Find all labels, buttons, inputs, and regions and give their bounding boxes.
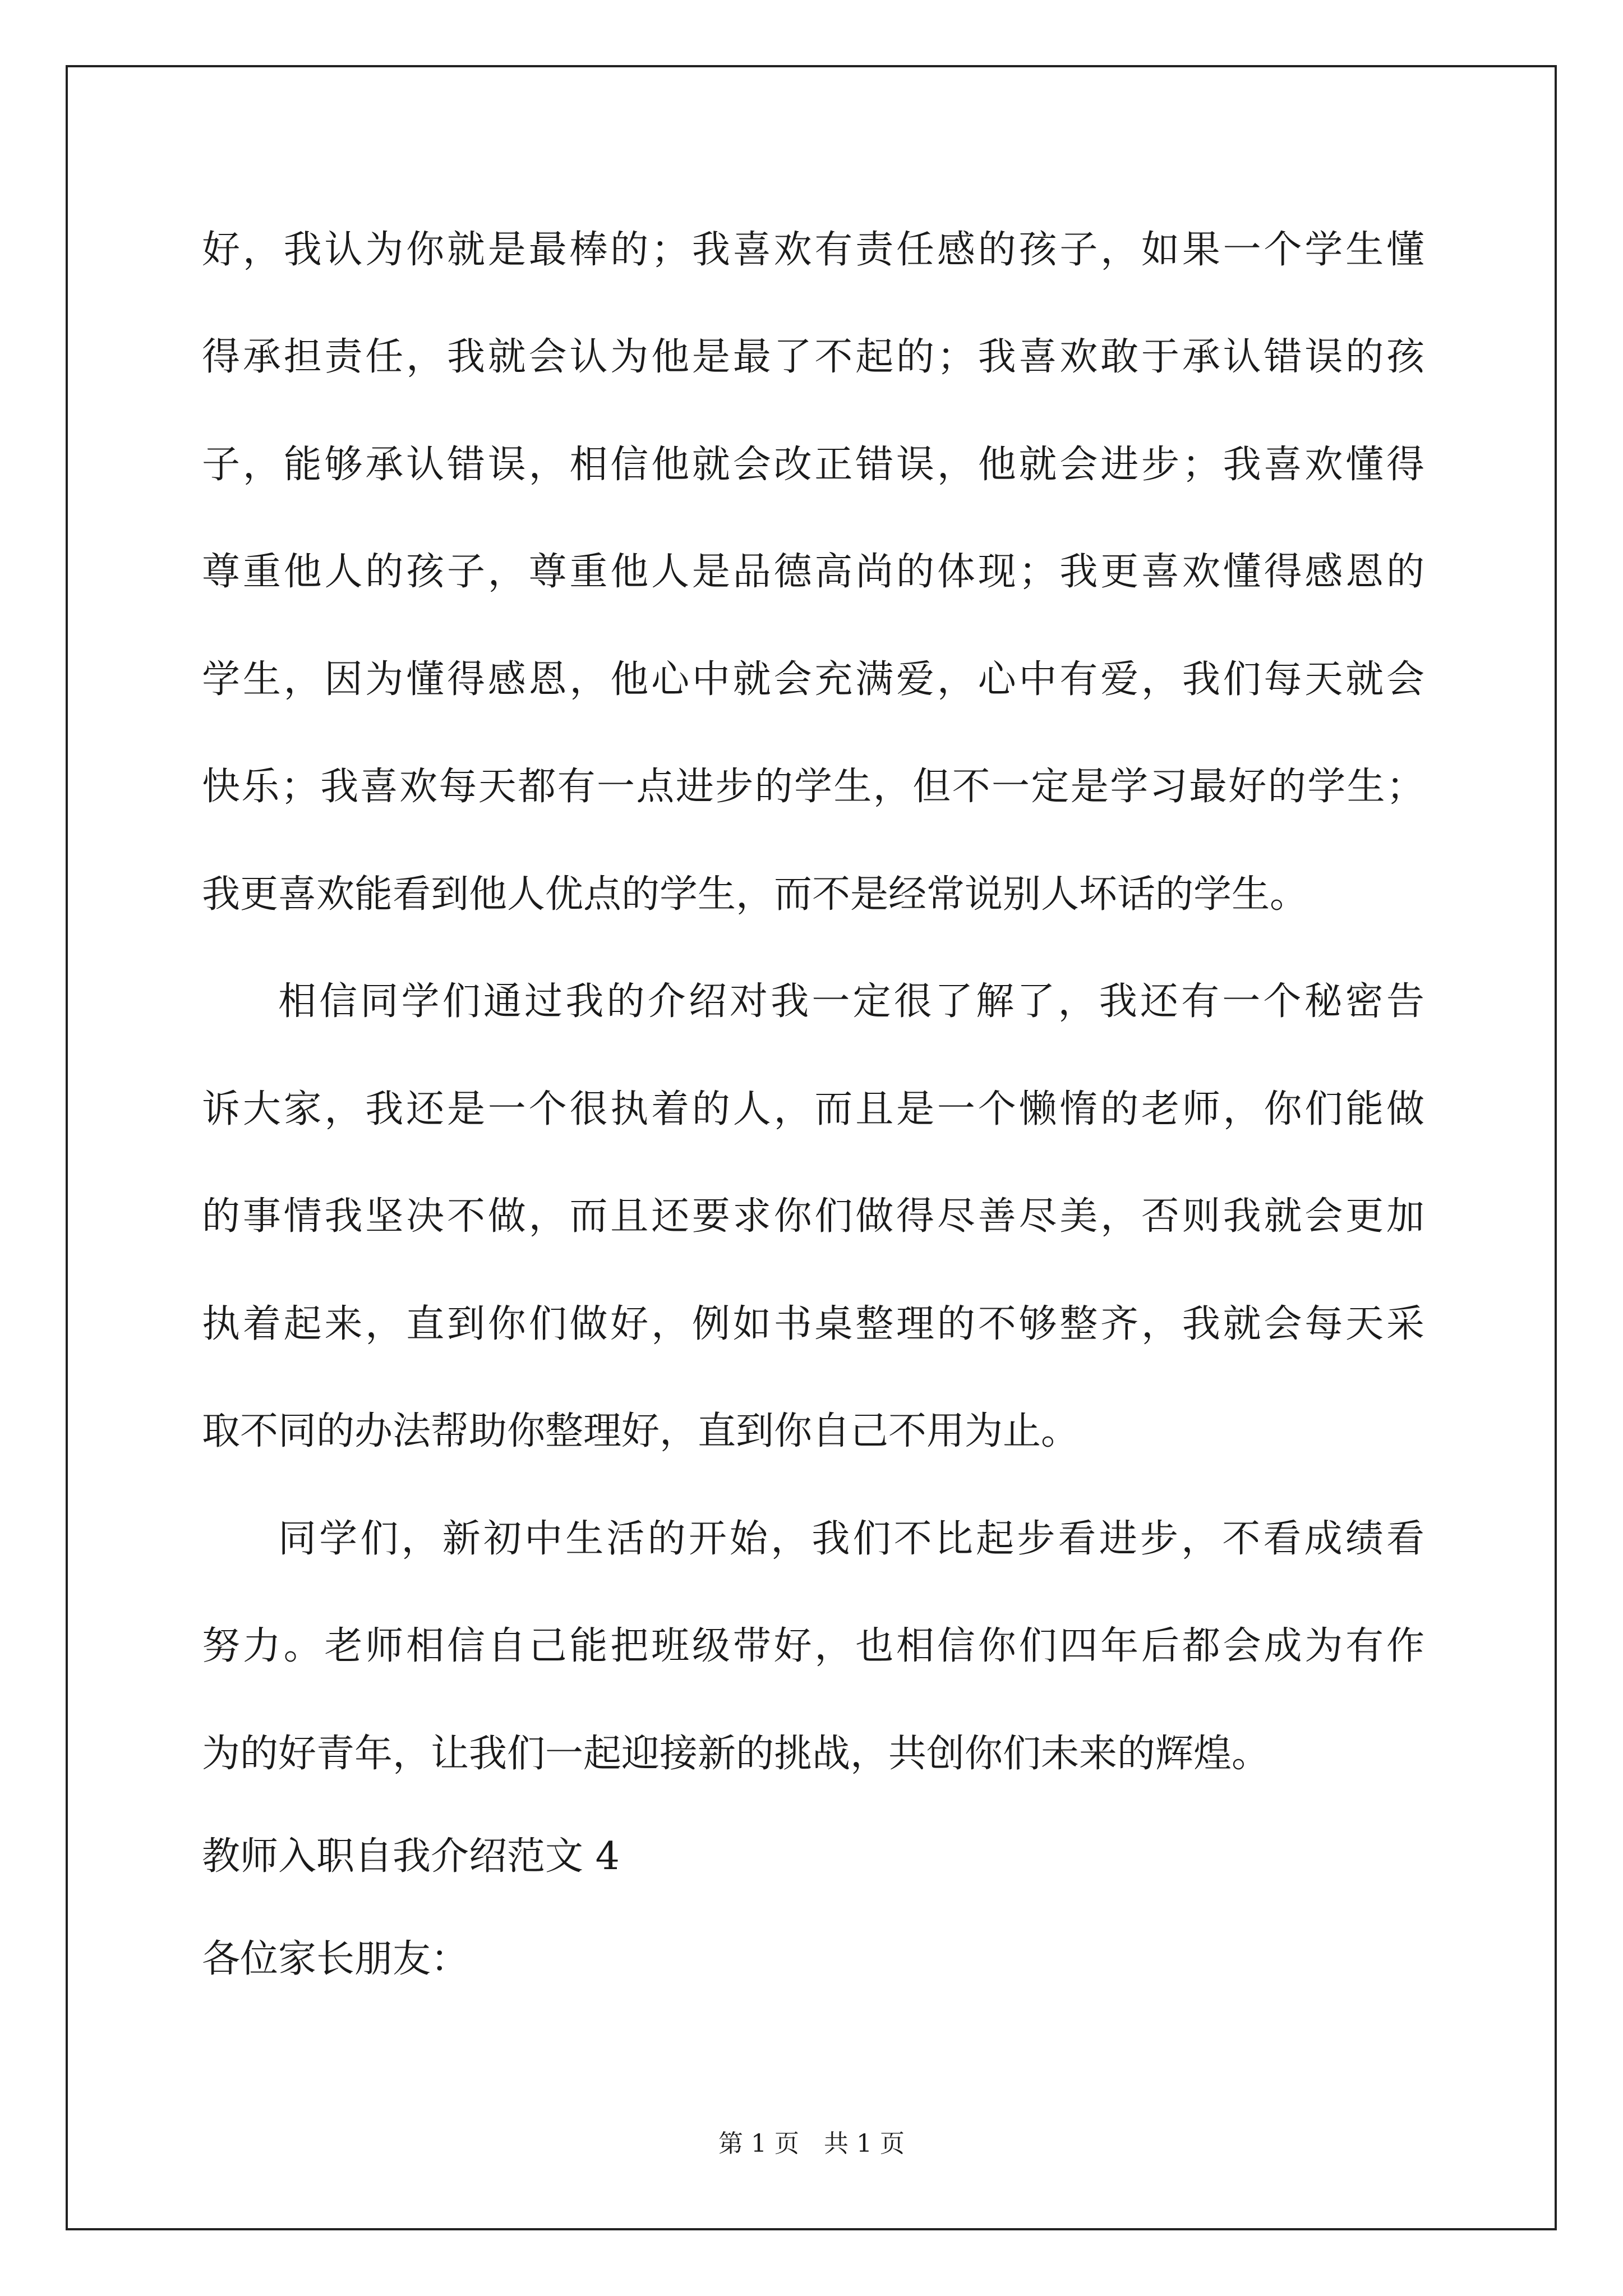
body-line: 得承担责任，我就会认为他是最了不起的；我喜欢敢于承认错误的孩 — [202, 335, 1424, 379]
paragraph-start-line: 同学们，新初中生活的开始，我们不比起步看进步，不看成绩看 — [278, 1517, 1424, 1561]
paragraph-start-line: 相信同学们通过我的介绍对我一定很了解了，我还有一个秘密告 — [278, 979, 1424, 1024]
body-line: 努力。老师相信自己能把班级带好，也相信你们四年后都会成为有作 — [202, 1624, 1424, 1668]
body-line: 尊重他人的孩子，尊重他人是品德高尚的体现；我更喜欢懂得感恩的 — [202, 550, 1424, 594]
body-line: 快乐；我喜欢每天都有一点进步的学生，但不一定是学习最好的学生； — [202, 765, 1424, 809]
page-number: 第 1 页 — [718, 2129, 799, 2158]
body-line: 子，能够承认错误，相信他就会改正错误，他就会进步；我喜欢懂得 — [202, 443, 1424, 487]
page-total: 共 1 页 — [824, 2129, 905, 2158]
page-footer — [0, 2127, 1623, 2161]
body-line: 执着起来，直到你们做好，例如书桌整理的不够整齐，我就会每天采 — [202, 1302, 1424, 1346]
page-border — [66, 65, 1557, 2230]
body-line: 的事情我坚决不做，而且还要求你们做得尽善尽美，否则我就会更加 — [202, 1194, 1424, 1239]
body-line: 诉大家，我还是一个很执着的人，而且是一个懒惰的老师，你们能做 — [202, 1087, 1424, 1131]
body-line: 取不同的办法帮助你整理好，直到你自己不用为止。 — [202, 1409, 1080, 1453]
body-line: 学生，因为懂得感恩，他心中就会充满爱，心中有爱，我们每天就会 — [202, 657, 1424, 702]
section-heading: 教师入职自我介绍范文 4 — [202, 1834, 620, 1879]
body-line: 为的好青年，让我们一起迎接新的挑战，共创你们未来的辉煌。 — [202, 1732, 1270, 1776]
body-line: 我更喜欢能看到他人优点的学生，而不是经常说别人坏话的学生。 — [202, 872, 1308, 917]
body-line: 好，我认为你就是最棒的；我喜欢有责任感的孩子，如果一个学生懂 — [202, 228, 1424, 272]
salutation: 各位家长朋友： — [202, 1937, 469, 1981]
